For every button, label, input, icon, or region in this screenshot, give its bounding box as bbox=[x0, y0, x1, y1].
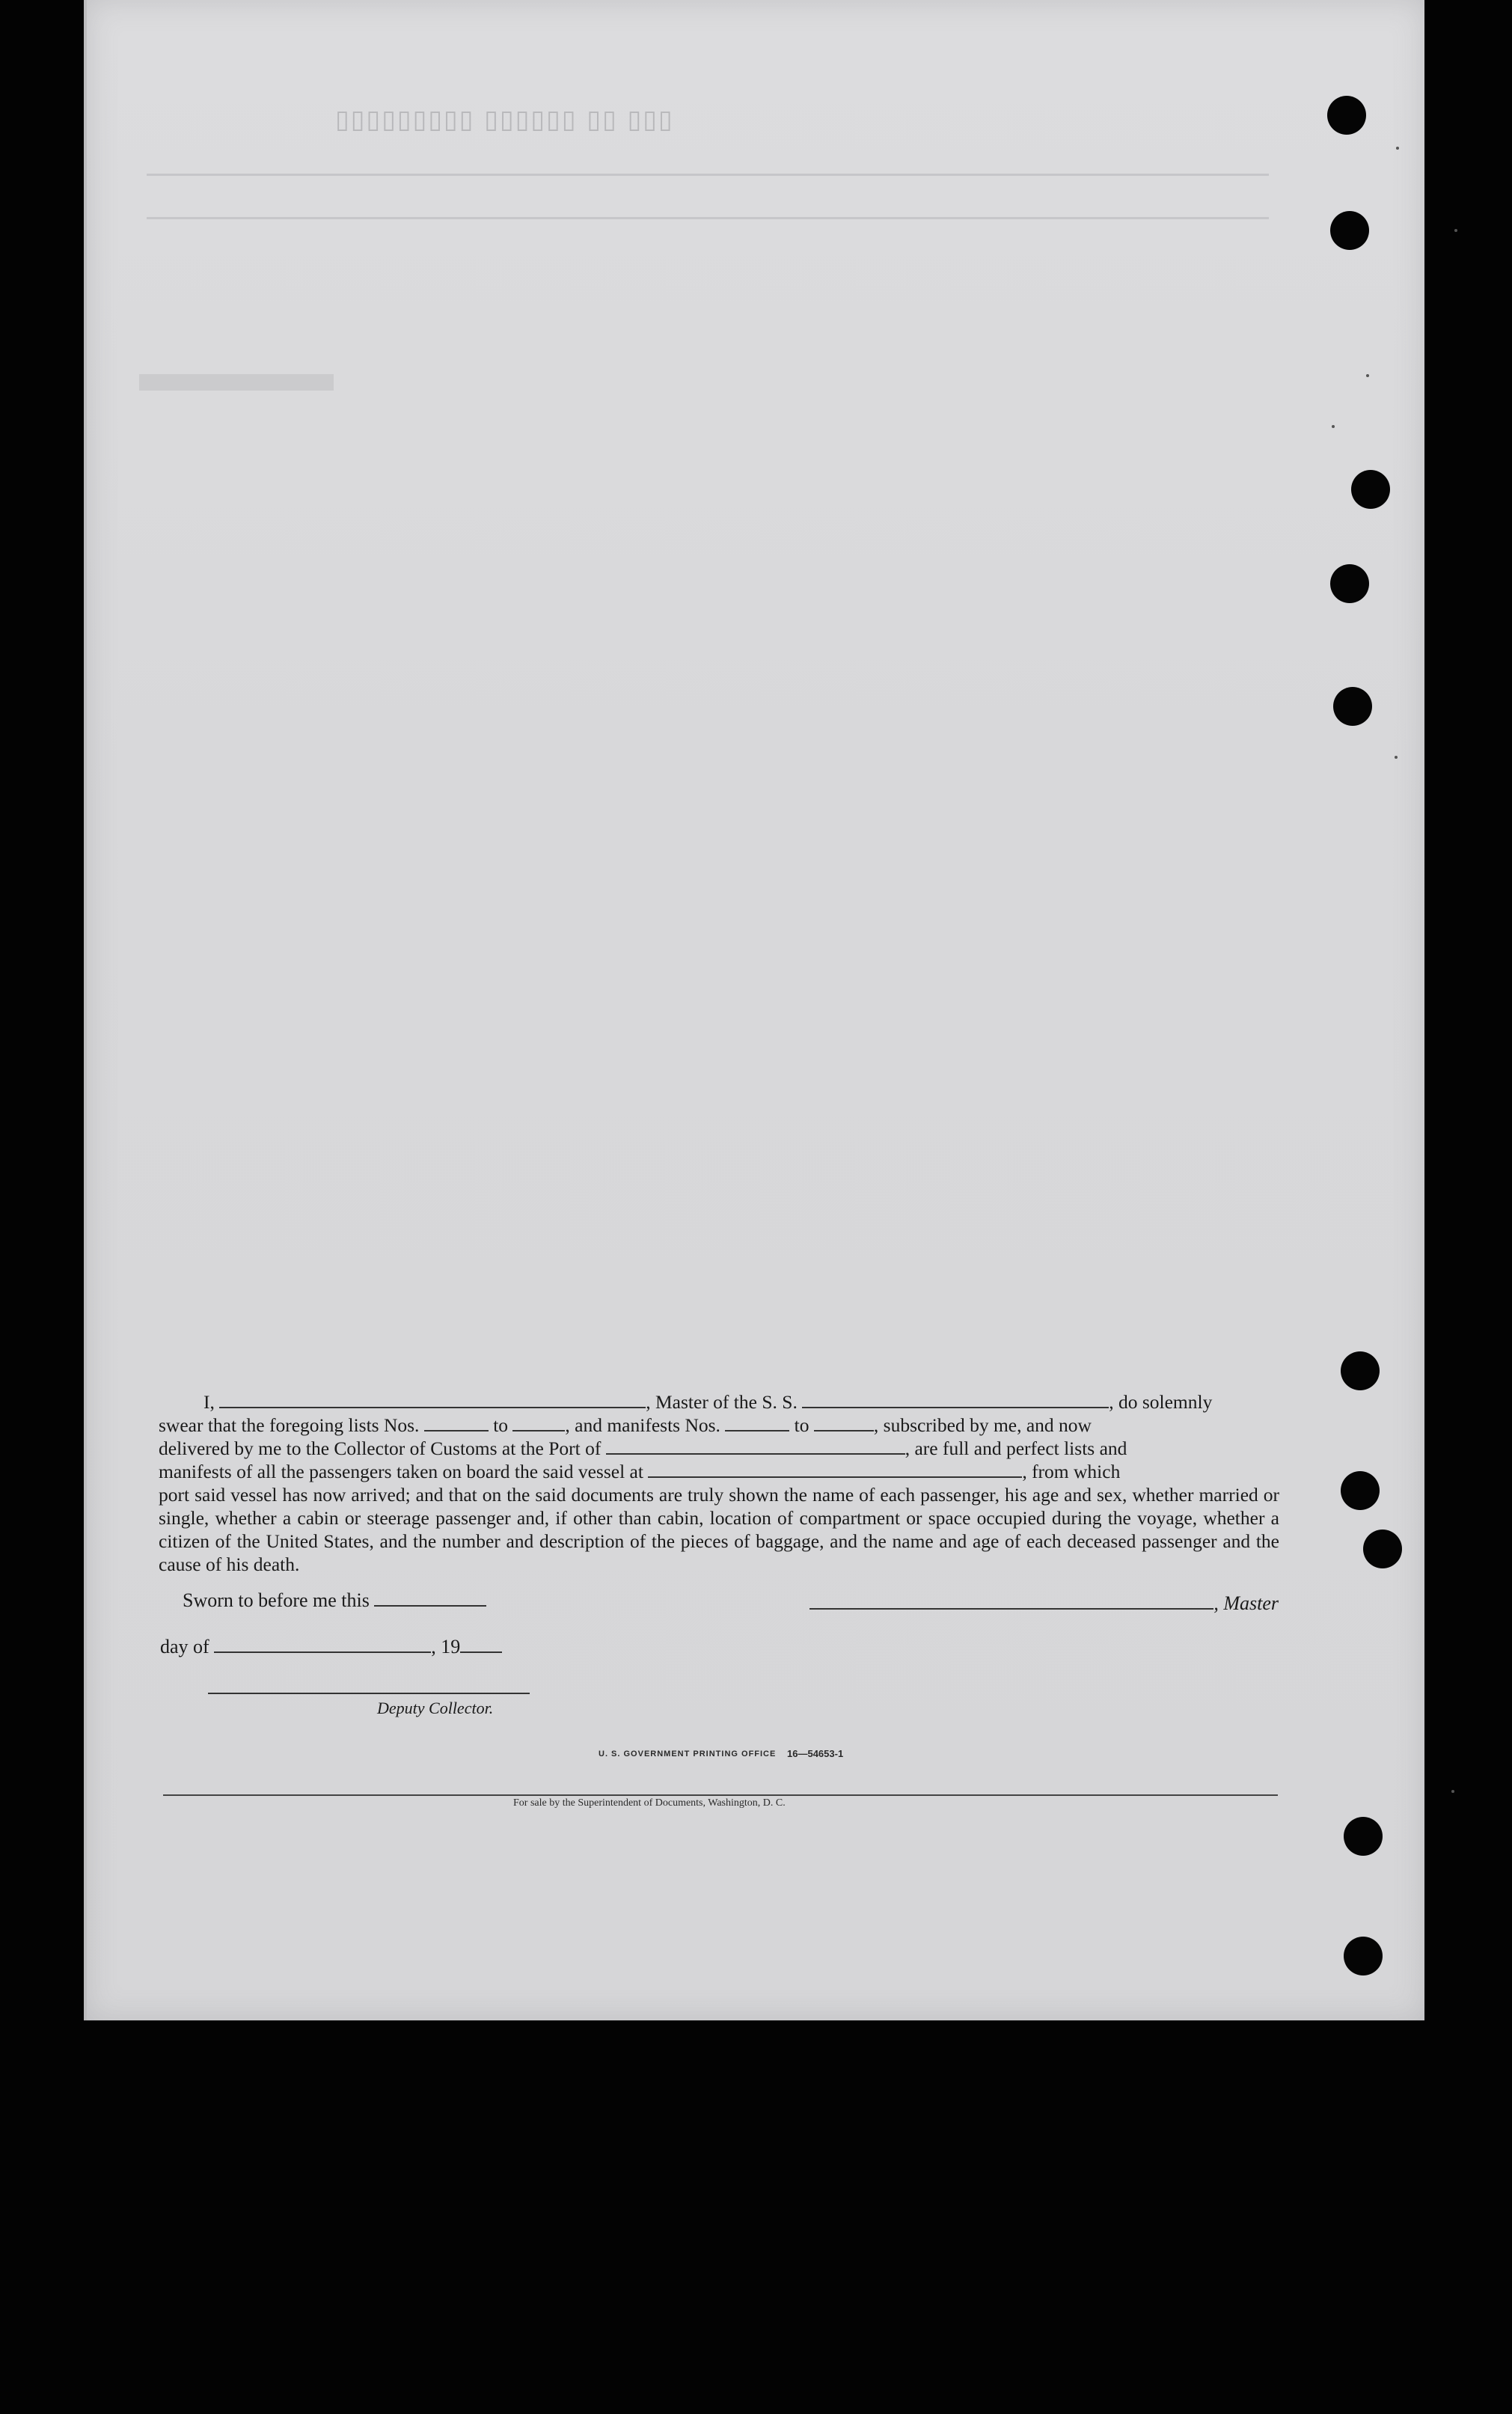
day-of-label: day of bbox=[160, 1636, 209, 1657]
dust-speck bbox=[1332, 425, 1335, 428]
deputy-signature-line bbox=[208, 1693, 530, 1694]
master-of-ss-label: , Master of the S. S. bbox=[646, 1391, 798, 1413]
affidavit-line-1 bbox=[159, 1390, 1279, 1414]
sworn-label: Sworn to before me this bbox=[183, 1589, 370, 1611]
affidavit-body: port said vessel has now arrived; and that on the said documents are truly shown the name of each passenger, his age and sex, whether married or single, whether a cabin or steerage passenger and, if other than cabin, location of compartment or space occupied during the voyage, whether a citizen of the United States, and the number and description of the pieces of baggage, and the name and age of each deceased passenger and the cause of his death. bbox=[159, 1484, 1279, 1575]
dust-speck bbox=[1366, 374, 1369, 377]
bleed-through-stamp bbox=[139, 374, 334, 391]
departure-port-blank bbox=[648, 1463, 1022, 1478]
punch-hole bbox=[1341, 1471, 1380, 1510]
manifest-to-blank bbox=[814, 1417, 874, 1431]
punch-hole bbox=[1344, 1817, 1383, 1856]
manifests-nos-label: , and manifests Nos. bbox=[565, 1414, 720, 1436]
dust-speck bbox=[1454, 229, 1457, 232]
list-to-blank bbox=[512, 1417, 565, 1431]
footer-rule bbox=[163, 1794, 1278, 1796]
vessel-name-blank bbox=[802, 1393, 1109, 1408]
printing-office-imprint: U. S. GOVERNMENT PRINTING OFFICE bbox=[599, 1750, 777, 1758]
master-signature-blank bbox=[809, 1595, 1213, 1610]
month-blank bbox=[214, 1638, 431, 1653]
bleed-through-heading: ▯▯▯ ▯▯ ▯▯▯▯▯▯ ▯▯▯▯▯▯▯▯▯ bbox=[334, 105, 673, 135]
solemnly-label: , do solemnly bbox=[1109, 1391, 1213, 1413]
port-blank bbox=[606, 1440, 905, 1455]
perfect-lists-label: , are full and perfect lists and bbox=[905, 1437, 1127, 1459]
master-label: , Master bbox=[1213, 1592, 1279, 1614]
manifest-from-blank bbox=[725, 1417, 789, 1431]
sworn-row bbox=[183, 1589, 486, 1612]
affidavit-intro: I, bbox=[203, 1391, 215, 1413]
taken-on-board-label: manifests of all the passengers taken on board the said vessel at bbox=[159, 1461, 643, 1482]
manifest-page bbox=[84, 0, 1424, 2020]
year-blank bbox=[460, 1638, 502, 1653]
punch-hole bbox=[1351, 470, 1390, 509]
dust-speck bbox=[1396, 147, 1399, 150]
punch-hole bbox=[1344, 1937, 1383, 1975]
day-row bbox=[160, 1636, 502, 1658]
affidavit-line-4 bbox=[159, 1460, 1279, 1483]
dust-speck bbox=[1395, 756, 1398, 759]
dust-speck bbox=[1451, 1790, 1454, 1793]
bleed-through-line bbox=[147, 217, 1269, 219]
punch-hole bbox=[1363, 1530, 1402, 1568]
punch-hole bbox=[1341, 1351, 1380, 1390]
master-name-blank bbox=[219, 1393, 646, 1408]
punch-hole bbox=[1330, 211, 1369, 250]
affidavit-line-3 bbox=[159, 1437, 1279, 1460]
year-label: , 19 bbox=[431, 1636, 461, 1657]
for-sale-notice: For sale by the Superintendent of Documents, Washington, D. C. bbox=[513, 1797, 786, 1809]
form-number: 16—54653-1 bbox=[787, 1748, 844, 1759]
from-which-label: , from which bbox=[1022, 1461, 1121, 1482]
affidavit-line-2 bbox=[159, 1414, 1279, 1437]
bleed-through-line bbox=[147, 174, 1269, 176]
punch-hole bbox=[1327, 96, 1366, 135]
punch-hole bbox=[1333, 687, 1372, 726]
lists-nos-label: swear that the foregoing lists Nos. bbox=[159, 1414, 420, 1436]
affidavit-block bbox=[159, 1390, 1279, 1576]
to-label: to bbox=[493, 1414, 509, 1436]
to-label: to bbox=[794, 1414, 809, 1436]
subscribed-label: , subscribed by me, and now bbox=[873, 1414, 1092, 1436]
deputy-collector-label: Deputy Collector. bbox=[377, 1699, 494, 1717]
master-signature bbox=[809, 1592, 1279, 1615]
list-from-blank bbox=[424, 1417, 489, 1431]
port-label: delivered by me to the Collector of Customs at the Port of bbox=[159, 1437, 602, 1459]
sworn-day-blank bbox=[374, 1592, 486, 1607]
punch-hole bbox=[1330, 564, 1369, 603]
